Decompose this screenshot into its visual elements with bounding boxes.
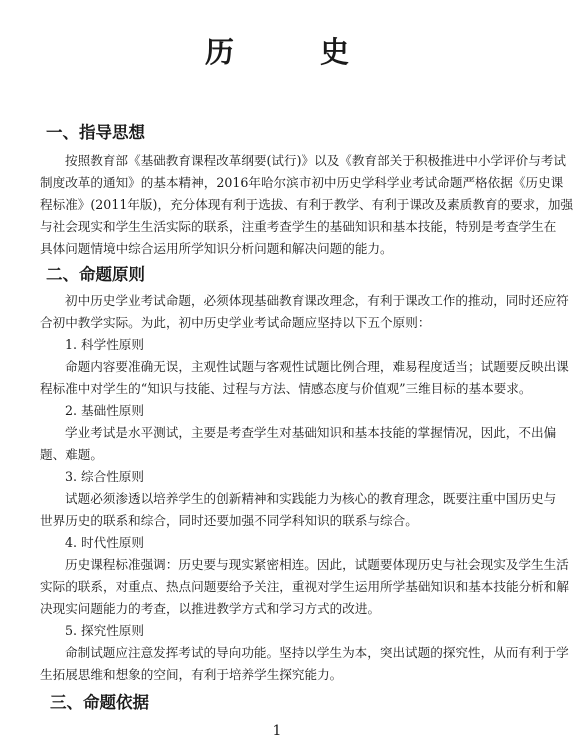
- principle-heading-basic: 2. 基础性原则: [65, 403, 144, 418]
- paragraph-line: 学业考试是水平测试，主要是考查学生对基础知识和基本技能的掌握情况，因此，不出偏: [65, 425, 557, 440]
- principle-heading-contemporary: 4. 时代性原则: [65, 535, 144, 550]
- paragraph-line: 程标准》(2011年版)，充分体现有利于选拔、有利于教学、有利于课改及素质教育的要求，加强: [40, 197, 573, 212]
- principle-paragraph-scientific: [40, 356, 569, 400]
- paragraph-line: 历史课程标准强调：历史要与现实紧密相连。因此，试题要体现历史与社会现实及学生生活: [65, 557, 569, 572]
- paragraph-line: 命题内容要准确无误，主观性试题与客观性试题比例合理，难易程度适当；试题要反映出课: [65, 359, 569, 374]
- paragraph-line: 题、难题。: [40, 447, 103, 462]
- paragraph-line: 生拓展思维和想象的空间，有利于培养学生探究能力。: [40, 667, 343, 682]
- section-heading-principles: 二、命题原则: [46, 265, 145, 284]
- paragraph-line: 决现实问题能力的考查，以推进教学方式和学习方式的改进。: [40, 601, 381, 616]
- principle-paragraph-inquiry: [40, 642, 569, 686]
- section-paragraph-principles-intro: [40, 290, 569, 334]
- principle-paragraph-contemporary: [40, 554, 569, 620]
- principle-paragraph-comprehensive: [40, 488, 557, 532]
- paragraph-line: 实际的联系，对重点、热点问题要给予关注，重视对学生运用所学基础知识和基本技能分析和解: [40, 579, 569, 594]
- principle-heading-scientific: 1. 科学性原则: [65, 337, 144, 352]
- paragraph-line: 具体问题情境中综合运用所学知识分析问题和解决问题的能力。: [40, 241, 393, 256]
- section-paragraph-guiding-thought: [40, 150, 573, 260]
- document-body: [40, 118, 573, 718]
- principle-heading-comprehensive: 3. 综合性原则: [65, 469, 144, 484]
- paragraph-line: 世界历史的联系和综合，同时还要加强不同学科知识的联系与综合。: [40, 513, 418, 528]
- page-title: 历 史: [204, 35, 388, 69]
- page-number: 1: [272, 723, 282, 739]
- paragraph-line: 制度改革的通知》的基本精神，2016年哈尔滨市初中历史学科学业考试命题严格依据《历史课: [40, 175, 564, 190]
- principle-heading-inquiry: 5. 探究性原则: [65, 623, 144, 638]
- paragraph-line: 程标准中对学生的“知识与技能、过程与方法、情感态度与价值观”三维目标的基本要求。: [40, 381, 532, 396]
- paragraph-line: 按照教育部《基础教育课程改革纲要(试行)》以及《教育部关于积极推进中小学评价与考试: [65, 153, 566, 168]
- paragraph-line: 试题必须渗透以培养学生的创新精神和实践能力为核心的教育理念，既要注重中国历史与: [65, 491, 557, 506]
- paragraph-line: 命制试题应注意发挥考试的导向功能。坚持以学生为本，突出试题的探究性，从而有利于学: [65, 645, 569, 660]
- paragraph-line: 与社会现实和学生生活实际的联系，注重考查学生的基础知识和基本技能，特别是考查学生在: [40, 219, 557, 234]
- paragraph-line: 初中历史学业考试命题，必须体现基础教育课改理念，有利于课改工作的推动，同时还应符: [65, 293, 569, 308]
- section-heading-guiding-thought: 一、指导思想: [46, 123, 145, 142]
- section-heading-basis: 三、命题依据: [50, 693, 149, 712]
- principle-paragraph-basic: [40, 422, 557, 466]
- paragraph-line: 合初中教学实际。为此，初中历史学业考试命题应坚持以下五个原则：: [40, 315, 431, 330]
